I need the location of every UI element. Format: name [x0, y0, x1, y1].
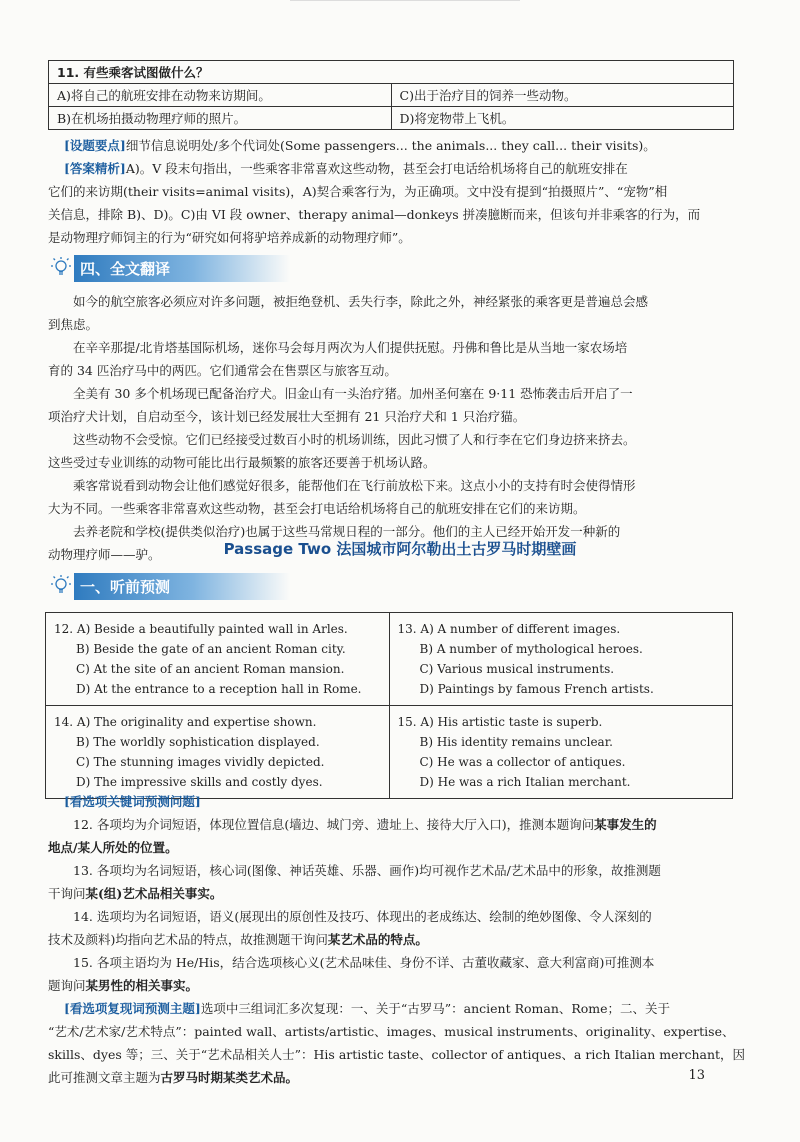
q11-options-table	[48, 60, 734, 130]
prediction-text: 技术及颜料)均指向艺术品的特点，故推测题干询问	[48, 932, 328, 947]
prediction-tag-keywords: [看选项关键词预测问题]	[64, 794, 201, 809]
page-number: 13	[688, 1068, 705, 1083]
lightbulb-icon	[50, 256, 72, 280]
q15-options	[389, 706, 733, 799]
q12-option: B) Beside the gate of an ancient Roman city.	[76, 642, 346, 656]
translation-line: 这些动物不会受惊。它们已经接受过数百小时的机场训练，因此习惯了人和行李在它们身边挤来挤去。	[73, 432, 636, 447]
q13-option: C) Various musical instruments.	[419, 662, 615, 676]
section-heading-translation	[50, 254, 290, 282]
q12-option: D) At the entrance to a reception hall in Rome.	[76, 682, 362, 696]
translation-line: 育的 34 匹治疗马中的两匹。它们通常会在售票区与旅客互动。	[48, 363, 397, 378]
translation-line: 在辛辛那提/北肯塔基国际机场，迷你马会每月两次为人们提供抚慰。丹佛和鲁比是从当地一家农场培	[73, 340, 628, 355]
q11-option-a: A)将自己的航班安排在动物来访期间。	[49, 84, 392, 107]
prediction-text: 选项中三组词汇多次复现：一、关于“古罗马”：ancient Roman、Rome；二、关于	[200, 1001, 671, 1016]
q13-option: D) Paintings by famous French artists.	[419, 682, 654, 696]
prediction-highlight: 某事发生的	[594, 817, 657, 832]
q14-option: D) The impressive skills and costly dyes.	[76, 775, 323, 789]
translation-line: 动物理疗师——驴。	[48, 547, 161, 562]
prediction-text: 13. 各项均为名词短语，核心词(图像、神话英雄、乐器、画作)均可视作艺术品/艺术品中的形象，故推测题	[73, 863, 661, 878]
prediction-highlight: 地点/某人所处的位置。	[48, 840, 178, 855]
top-divider	[290, 0, 520, 4]
q15-option: D) He was a rich Italian merchant.	[419, 775, 631, 789]
q11-analysis	[48, 134, 748, 249]
prediction-text: 14. 选项均为名词短语，语义(展现出的原创性及技巧、体现出的老成练达、绘制的绝妙图像、令人深刻的	[73, 909, 652, 924]
q15-option: C) He was a collector of antiques.	[419, 755, 626, 769]
translation-body	[48, 290, 748, 566]
q13-options	[389, 613, 733, 706]
prediction-text: 12. 各项均为介词短语，体现位置信息(墙边、城门旁、遗址上、接待大厅入口)，推测本题询问	[73, 817, 595, 832]
prediction-text: 此可推测文章主题为	[48, 1070, 161, 1085]
analysis-line: 它们的来访期(their visits=animal visits)，A)契合乘客行为，为正确项。文中没有提到“拍摄照片”、“宠物”相	[48, 184, 668, 199]
translation-line: 去养老院和学校(提供类似治疗)也属于这些马常规日程的一部分。他们的主人已经开始开发一种新的	[73, 524, 621, 539]
prediction-highlight: 某男性的相关事实。	[85, 978, 199, 993]
analysis-line: A)。V 段末句指出，一些乘客非常喜欢这些动物，甚至会打电话给机场将自己的航班安排在	[125, 161, 628, 176]
q11-option-d: D)将宠物带上飞机。	[391, 107, 734, 130]
q13-option: B) A number of mythological heroes.	[419, 642, 643, 656]
passage-two-title: Passage Two 法国城市阿尔勒出土古罗马时期壁画	[223, 540, 577, 558]
q11-question: 11. 有些乘客试图做什么？	[49, 61, 734, 84]
translation-line: 这些受过专业训练的动物可能比出行最频繁的旅客还要善于机场认路。	[48, 455, 436, 470]
prediction-tag-theme: [看选项复现词预测主题]	[64, 1001, 201, 1016]
q14-option: 14. A) The originality and expertise shown.	[54, 715, 317, 729]
analysis-line: 是动物理疗师饲主的行为“研究如何将驴培养成新的动物理疗师”。	[48, 230, 411, 245]
prediction-highlight: 某艺术品的特点。	[327, 932, 428, 947]
translation-line: 项治疗犬计划，自启动至今，该计划已经发展壮大至拥有 21 只治疗犬和 1 只治疗猫。	[48, 409, 526, 424]
prediction-text: “艺术/艺术家/艺术特点”：painted wall、artists/artistic、images、musical instruments、originality、expertise、	[48, 1024, 735, 1039]
section-heading-prediction	[50, 572, 290, 600]
section-heading-label: 一、听前预测	[74, 573, 290, 600]
prediction-text: 15. 各项主语均为 He/His，结合选项核心义(艺术品味佳、身份不详、古董收藏家、意大利富商)可推测本	[73, 955, 655, 970]
q15-option: B) His identity remains unclear.	[419, 735, 613, 749]
q15-option: 15. A) His artistic taste is superb.	[397, 715, 603, 729]
analysis-key-points-text: 细节信息说明处/多个代词处(Some passengers... the animals... they call... their visits)。	[125, 138, 656, 153]
lightbulb-icon	[50, 574, 72, 598]
prediction-text: 干询问	[48, 886, 86, 901]
q13-option: 13. A) A number of different images.	[397, 622, 621, 636]
q11-option-c: C)出于治疗目的饲养一些动物。	[391, 84, 734, 107]
prediction-highlight: 某(组)艺术品相关事实。	[85, 886, 223, 901]
q12-options	[46, 613, 390, 706]
q14-option: C) The stunning images vividly depicted.	[76, 755, 325, 769]
translation-line: 全美有 30 多个机场现已配备治疗犬。旧金山有一头治疗猪。加州圣何塞在 9·11 恐怖袭击后开启了一	[73, 386, 633, 401]
q12-option: C) At the site of an ancient Roman mansion.	[76, 662, 345, 676]
translation-line: 如今的航空旅客必须应对许多问题，被拒绝登机、丢失行李，除此之外，神经紧张的乘客更是普遍总会感	[73, 294, 649, 309]
prediction-text: skills、dyes 等；三、关于“艺术品相关人士”：His artistic taste、collector of antiques、a rich Italian merchant，因	[48, 1047, 746, 1062]
q14-option: B) The worldly sophistication displayed.	[76, 735, 320, 749]
prediction-analysis	[48, 790, 748, 1089]
analysis-tag-key-points: [设题要点]	[64, 138, 126, 153]
analysis-tag-answer: [答案精析]	[64, 161, 126, 176]
translation-line: 到焦虑。	[48, 317, 99, 332]
prediction-highlight: 古罗马时期某类艺术品。	[160, 1070, 299, 1085]
q12-option: 12. A) Beside a beautifully painted wall in Arles.	[54, 622, 348, 636]
section-heading-label: 四、全文翻译	[74, 255, 290, 282]
analysis-line: 关信息，排除 B)、D)。C)由 VI 段 owner、therapy animal—donkeys 拼凑臆断而来，但该句并非乘客的行为，而	[48, 207, 701, 222]
translation-line: 乘客常说看到动物会让他们感觉好很多，能帮他们在飞行前放松下来。这点小小的支持有时会使得情形	[73, 478, 636, 493]
prediction-text: 题询问	[48, 978, 86, 993]
translation-line: 大为不同。一些乘客非常喜欢这些动物，甚至会打电话给机场将自己的航班安排在它们的来访期。	[48, 501, 586, 516]
prediction-options-table	[45, 612, 733, 799]
q14-options	[46, 706, 390, 799]
q11-option-b: B)在机场拍摄动物理疗师的照片。	[49, 107, 392, 130]
